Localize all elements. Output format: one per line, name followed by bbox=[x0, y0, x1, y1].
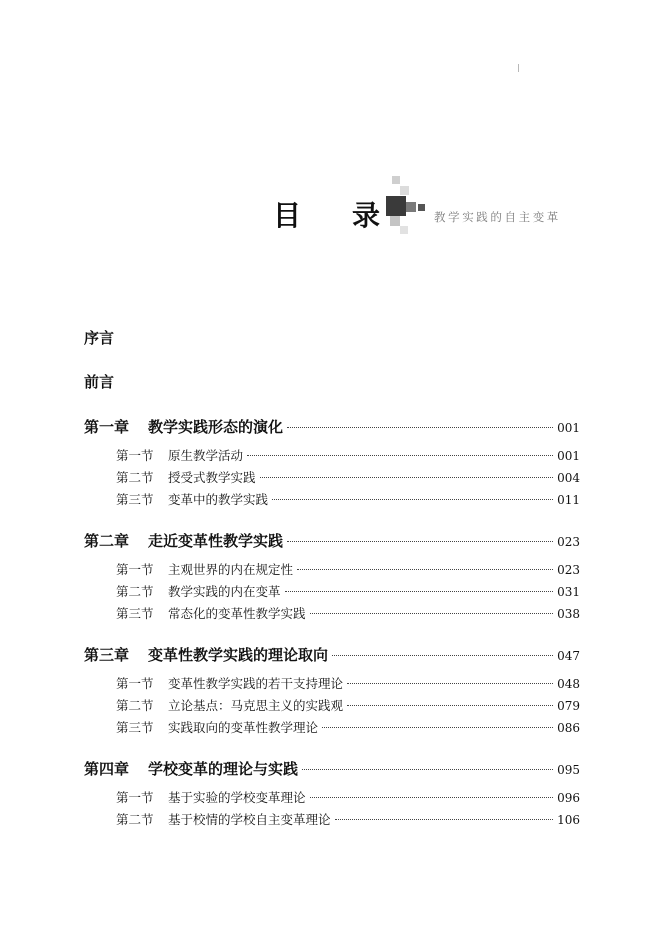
toc-chapter-4 bbox=[84, 758, 580, 780]
toc-section bbox=[116, 810, 580, 828]
section-title: 变革中的教学实践 bbox=[168, 492, 269, 507]
dot-leader bbox=[297, 569, 553, 570]
chapter-title: 学校变革的理论与实践 bbox=[148, 760, 299, 778]
section-number: 第三节 bbox=[116, 720, 154, 735]
dot-leader bbox=[310, 613, 554, 614]
page-number: 047 bbox=[557, 649, 580, 663]
section-number: 第三节 bbox=[116, 492, 154, 507]
page-corner-mark bbox=[518, 64, 519, 72]
page-number: 106 bbox=[557, 813, 580, 827]
page-number: 079 bbox=[557, 699, 580, 713]
dot-leader bbox=[272, 499, 553, 500]
dot-leader bbox=[322, 727, 553, 728]
page-number: 023 bbox=[557, 563, 580, 577]
chapter-number: 第一章 bbox=[84, 418, 130, 436]
chapter-title: 走近变革性教学实践 bbox=[148, 532, 284, 550]
toc-chapter-1 bbox=[84, 416, 580, 438]
toc-title-char-2: 录 bbox=[352, 199, 381, 232]
page-number: 023 bbox=[557, 535, 580, 549]
toc-section bbox=[116, 788, 580, 806]
section-title: 变革性教学实践的若干支持理论 bbox=[168, 676, 344, 691]
page-number: 048 bbox=[557, 677, 580, 691]
toc-section bbox=[116, 604, 580, 622]
toc-section bbox=[116, 582, 580, 600]
section-number: 第一节 bbox=[116, 676, 154, 691]
section-title: 实践取向的变革性教学理论 bbox=[168, 720, 319, 735]
dot-leader bbox=[287, 541, 553, 542]
page-number: 096 bbox=[557, 791, 580, 805]
page-number: 031 bbox=[557, 585, 580, 599]
section-title: 原生教学活动 bbox=[168, 448, 244, 463]
toc-preface: 序言 bbox=[84, 329, 115, 347]
section-title: 常态化的变革性教学实践 bbox=[168, 606, 306, 621]
dot-leader bbox=[287, 427, 553, 428]
book-subtitle: 教学实践的自主变革 bbox=[434, 210, 561, 224]
section-number: 第二节 bbox=[116, 812, 154, 827]
section-number: 第一节 bbox=[116, 790, 154, 805]
toc-section bbox=[116, 560, 580, 578]
section-number: 第一节 bbox=[116, 562, 154, 577]
chapter-number: 第四章 bbox=[84, 760, 130, 778]
toc-section bbox=[116, 696, 580, 714]
section-title: 基于实验的学校变革理论 bbox=[168, 790, 306, 805]
page-number: 086 bbox=[557, 721, 580, 735]
section-number: 第三节 bbox=[116, 606, 154, 621]
decorative-mosaic bbox=[386, 176, 426, 236]
dot-leader bbox=[347, 683, 553, 684]
toc-title-char-1: 目 bbox=[273, 199, 302, 232]
section-number: 第二节 bbox=[116, 584, 154, 599]
section-title: 教学实践的内在变革 bbox=[168, 584, 281, 599]
dot-leader bbox=[302, 769, 553, 770]
toc-chapter-2 bbox=[84, 530, 580, 552]
section-number: 第二节 bbox=[116, 470, 154, 485]
chapter-number: 第二章 bbox=[84, 532, 130, 550]
chapter-title: 教学实践形态的演化 bbox=[148, 418, 284, 436]
section-title: 基于校情的学校自主变革理论 bbox=[168, 812, 331, 827]
dot-leader bbox=[285, 591, 554, 592]
dot-leader bbox=[310, 797, 554, 798]
dot-leader bbox=[332, 655, 553, 656]
page-number: 004 bbox=[557, 471, 580, 485]
dot-leader bbox=[260, 477, 554, 478]
section-number: 第一节 bbox=[116, 448, 154, 463]
toc-section bbox=[116, 468, 580, 486]
dot-leader bbox=[335, 819, 554, 820]
toc-section bbox=[116, 490, 580, 508]
chapter-title: 变革性教学实践的理论取向 bbox=[148, 646, 329, 664]
toc-chapter-3 bbox=[84, 644, 580, 666]
page-number: 011 bbox=[557, 493, 580, 507]
section-title: 立论基点：马克思主义的实践观 bbox=[168, 698, 344, 713]
section-title: 主观世界的内在规定性 bbox=[168, 562, 294, 577]
section-title: 授受式教学实践 bbox=[168, 470, 256, 485]
dot-leader bbox=[347, 705, 553, 706]
page-number: 095 bbox=[557, 763, 580, 777]
chapter-number: 第三章 bbox=[84, 646, 130, 664]
page-number: 001 bbox=[557, 449, 580, 463]
toc-section bbox=[116, 674, 580, 692]
dot-leader bbox=[247, 455, 553, 456]
page-number: 001 bbox=[557, 421, 580, 435]
toc-section bbox=[116, 718, 580, 736]
toc-foreword: 前言 bbox=[84, 373, 115, 391]
section-number: 第二节 bbox=[116, 698, 154, 713]
page-number: 038 bbox=[557, 607, 580, 621]
toc-section bbox=[116, 446, 580, 464]
